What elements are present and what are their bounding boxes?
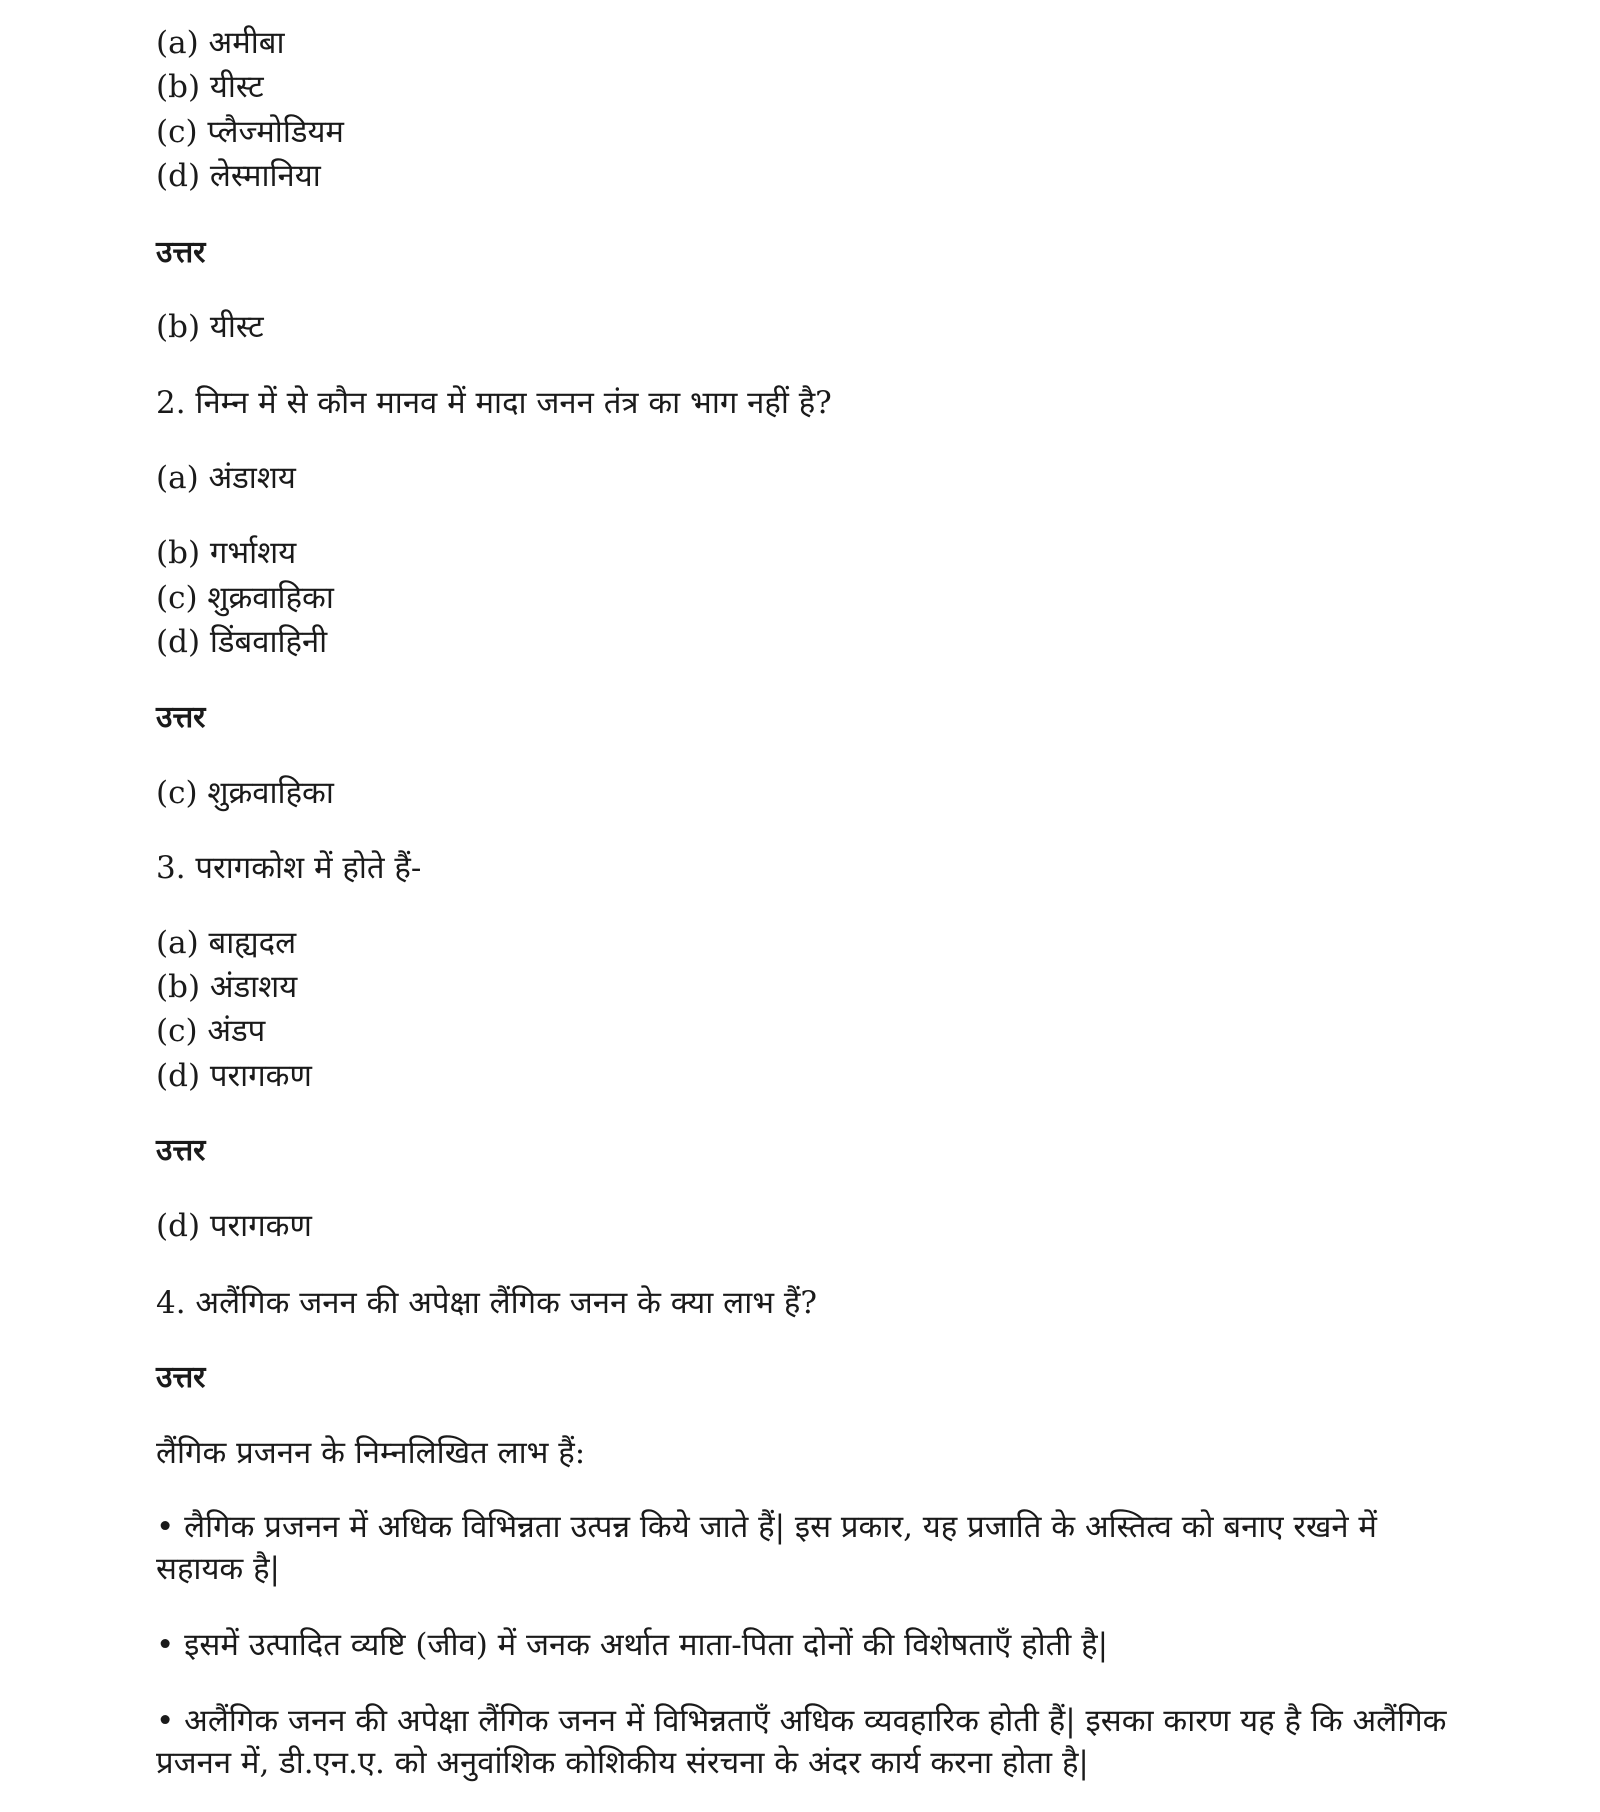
- q1-option-b: (b) यीस्ट: [156, 69, 264, 105]
- q1-option-d: (d) लेस्मानिया: [156, 158, 321, 194]
- q3-option-d: (d) परागकण: [156, 1058, 312, 1094]
- q1-option-a: (a) अमीबा: [156, 25, 285, 61]
- q1-answer-heading: उत्तर: [156, 235, 206, 270]
- q1-option-c: (c) प्लैज्मोडियम: [156, 114, 344, 150]
- q3-option-a: (a) बाह्यदल: [156, 925, 297, 961]
- q4-question: 4. अलैंगिक जनन की अपेक्षा लैंगिक जनन के क्या लाभ हैं?: [156, 1285, 817, 1321]
- q4-answer-heading: उत्तर: [156, 1360, 206, 1395]
- q2-option-d: (d) डिंबवाहिनी: [156, 624, 328, 660]
- q4-point-1: • लैगिक प्रजनन में अधिक विभिन्नता उत्पन्न किये जाते हैं| इस प्रकार, यह प्रजाति के अस्तित्व को बनाए रखने में सहायक है|: [156, 1509, 1377, 1587]
- q3-answer: (d) परागकण: [156, 1208, 312, 1244]
- q3-answer-heading: उत्तर: [156, 1133, 206, 1168]
- q4-point-3: • अलैंगिक जनन की अपेक्षा लैंगिक जनन में विभिन्नताएँ अधिक व्यवहारिक होती हैं| इसका कारण यह है कि अलैंगिक प्रजनन में, डी.एन.ए. को अनुवांशिक कोशिकीय संरचना के अंदर कार्य करना होता है|: [156, 1703, 1447, 1781]
- q2-question: 2. निम्न में से कौन मानव में मादा जनन तंत्र का भाग नहीं है?: [156, 385, 832, 421]
- q3-option-c: (c) अंडप: [156, 1013, 266, 1049]
- q2-option-c: (c) शुक्रवाहिका: [156, 580, 334, 616]
- q2-answer-heading: उत्तर: [156, 700, 206, 735]
- q1-answer: (b) यीस्ट: [156, 309, 264, 345]
- q4-point-2: • इसमें उत्पादित व्यष्टि (जीव) में जनक अर्थात माता-पिता दोनों की विशेषताएँ होती है|: [156, 1627, 1109, 1663]
- q4-answer-intro: लैंगिक प्रजनन के निम्नलिखित लाभ हैं:: [156, 1435, 586, 1471]
- q2-option-a: (a) अंडाशय: [156, 460, 296, 496]
- q2-answer: (c) शुक्रवाहिका: [156, 775, 334, 811]
- q2-option-b: (b) गर्भाशय: [156, 535, 297, 571]
- q3-option-b: (b) अंडाशय: [156, 969, 298, 1005]
- q3-question: 3. परागकोश में होते हैं-: [156, 850, 422, 886]
